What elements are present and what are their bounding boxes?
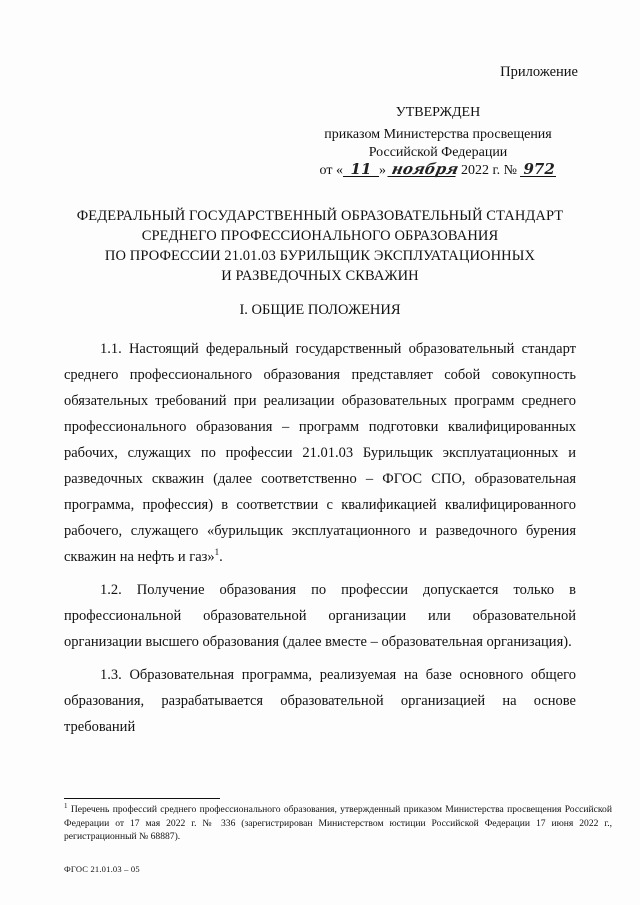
approval-block (298, 104, 578, 180)
order-federation: Российской Федерации (368, 145, 508, 160)
footnote-divider (64, 798, 220, 799)
handwritten-month: ноября (388, 162, 459, 177)
handwritten-day: 11 (343, 162, 379, 177)
paragraph-1-1 (64, 336, 576, 570)
approved-label: УТВЕРЖДЕН (395, 105, 481, 120)
paragraph-1-1-text: 1.1. Настоящий федеральный государственный образовательный стандарт среднего профессионального образования представляет собой совокупность обязательных требований при реализации образовательных программ среднего профессионального образования – программ подготовки квалифицированных рабочих, служащих по профессии 21.01.03 Бурильщик эксплуатационных и разведочных скважин (далее соответственно – ФГОС СПО, образовательная программа, профессия) в соответствии с квалификацией квалифицированного рабочего, служащего «бурильщик эксплуатационного и разведочного бурения скважин на нефть и газ» (64, 341, 576, 565)
paragraph-1-1-end: . (219, 549, 223, 565)
document-title (60, 206, 580, 286)
order-date-line (298, 162, 578, 180)
title-line-1: ФЕДЕРАЛЬНЫЙ ГОСУДАРСТВЕННЫЙ ОБРАЗОВАТЕЛЬНЫЙ СТАНДАРТ (76, 208, 564, 224)
title-line-3: ПО ПРОФЕССИИ 21.01.03 БУРИЛЬЩИК ЭКСПЛУАТАЦИОННЫХ (104, 248, 536, 264)
section-heading: I. ОБЩИЕ ПОЛОЖЕНИЯ (239, 302, 401, 318)
document-code: ФГОС 21.01.03 – 05 (64, 864, 140, 874)
footnote (64, 803, 612, 844)
title-line-4: И РАЗВЕДОЧНЫХ СКВАЖИН (221, 268, 419, 284)
paragraph-1-3: 1.3. Образовательная программа, реализуемая на базе основного общего образования, разрабатывается образовательной организацией на основе требований (64, 667, 576, 735)
date-quote-close: » (378, 163, 386, 178)
date-prefix: от « (319, 163, 343, 178)
handwritten-order-number: 972 (520, 162, 556, 177)
order-issuer: приказом Министерства просвещения (324, 127, 552, 142)
footnote-mark: 1 (64, 801, 68, 810)
paragraph-1-2: 1.2. Получение образования по профессии допускается только в профессиональной образовательной организации или образовательной организации высшего образования (далее вместе – образовательная организация). (64, 582, 576, 650)
title-line-2: СРЕДНЕГО ПРОФЕССИОНАЛЬНОГО ОБРАЗОВАНИЯ (141, 228, 499, 244)
year-text: 2022 г. № (460, 163, 517, 178)
appendix-label: Приложение (500, 64, 578, 80)
footnote-text: Перечень профессий среднего профессионального образования, утвержденный приказом Министерства просвещения Российской Федерации от 17 мая 2022 г. № 336 (зарегистрирован Министерством юстиции Российской Федерации 17 июня 2022 г., регистрационный № 68887). (64, 804, 612, 842)
body-text (64, 336, 576, 747)
footnote-reference: 1 (214, 547, 220, 558)
